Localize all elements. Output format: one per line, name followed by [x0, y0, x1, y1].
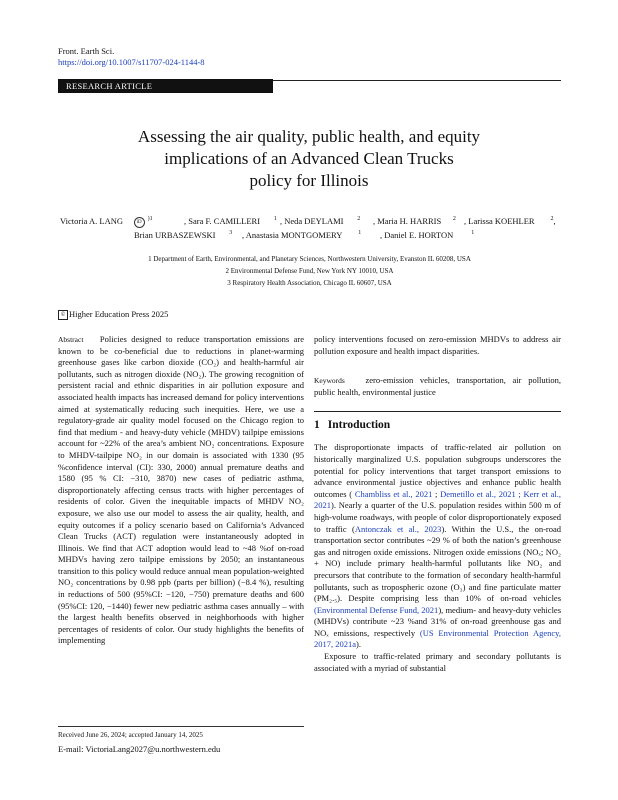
keywords-label: Keywords [314, 376, 345, 386]
intro-paragraph-1: The disproportionate impacts of traffic-related air pollution on historically marginalized U.S. population subgroups underscores the potential for policy interventions that target transport emissions to advance environmental justice objectives and enhance public health outcomes ( Chambliss et al., 2021 ; Demetillo et al., 2021 ; Kerr et al., 2021). Nearly a quarter of the U.S. population resides within 500 m of high-volume roadways, with people of color disproportionately exposed to traffic (Antonczak et al., 2023). Within the U.S., the on-road transportation sector contributes ~29 % of both the nation’s greenhouse gas and nitrogen oxide emissions. Nitrogen oxide emissions (NOₓ; NO₂ + NO) include primary health-harmful pollutants like NO₂ and precursors that contribute to the formation of secondary health-harmful pollutants, such as tropospheric ozone (O₃) and fine particulate matter (PM₂.₅). Despite comprising less than 10% of on-road vehicles (Environmental Defense Fund, 2021), medium- and heavy-duty vehicles (MHDVs) contribute ~23 %and 31% of on-road greenhouse gas and NOₓ emissions, respectively (US Environmental Protection Agency, 2017, 2021a). [314, 442, 562, 650]
citation-link[interactable]: Antonczak et al., 2023 [354, 523, 442, 534]
journal-header [58, 46, 205, 68]
abstract-continuation: policy interventions focused on zero-emission MHDVs to address air pollution exposure and health impact disparities. [314, 334, 562, 356]
doi-link[interactable]: https://doi.org/10.1007/s11707-024-1144-8 [58, 57, 205, 67]
author-8: , Daniel E. HORTON $^1$ [380, 230, 475, 240]
author-3: , Neda DEYLAMI $^2$ [280, 216, 361, 226]
affiliation-1: 1 Department of Earth, Environmental, and Planetary Sciences, Northwestern University, Evanston IL 60208, USA [148, 255, 471, 263]
author-7: , Anastasia MONTGOMERY $^1$ [242, 230, 362, 240]
author-5: , Larissa KOEHLER $^2$, [464, 216, 556, 226]
abstract-paragraph: Abstract Policies designed to reduce transportation emissions are known to be co-beneficial due to reductions in planet-warming greenhouse gases like carbon dioxide (CO₂) and health-harmful air pollutants, such as nitrogen dioxide (NO₂). The growing recognition of persistent racial and ethnic disparities in air pollution exposure and associated health impacts has increased demand for policy interventions aimed at systematically reducing such inequities. Here, we use a regulatory-grade air quality model focused on the Chicago region to find that medium - and heavy-duty vehicle (MHDV) tailpipe emissions account for ~22% of the area’s ambient NO₂ concentrations. Exposure to MHDV-tailpipe NO₂ in our domain is associated with 1330 (95 %confidence interval (CI): 330, 2000) annual premature deaths and 1580 (95 % CI: −310, 3870) new cases of pediatric asthma, disproportionately affecting census tracts with higher percentages of residents of color. Given the inequitable impacts of MHDV NO₂ exposure, we also use our model to assess the air quality, health, and equity outcomes if a policy scenario based on California’s Advanced Clean Trucks (ACT) regulation were instantaneously adopted in Illinois. We find that ACT adoption would lead to ~48 %of on-road MHDVs having zero tailpipe emissions by 2050; an instantaneous transition to this policy would reduce annual mean population-weighted NO₂ concentrations by 0.98 ppb (parts per billion) (−8.4 %), resulting in reductions of 500 (95%CI: −120, −750) premature deaths and 600 (95%CI: 120, −1440) fewer new pediatric asthma cases annually – with the largest health benefits observed in neighborhoods with higher percentages of residents of color. Our study highlights the benefits of implementing [58, 334, 305, 646]
citation-link[interactable]: Demetillo et al., [440, 488, 497, 499]
received-dates: Received June 26, 2024; accepted January 14, 2025 [58, 726, 304, 740]
copyright-icon: © [58, 310, 68, 320]
copyright-line: © Higher Education Press 2025 [58, 308, 168, 320]
article-title: Assessing the air quality, public health, and equity implications of an Advanced Clean Trucks policy for Illinois [137, 127, 481, 190]
orcid-icon[interactable]: iD [134, 217, 145, 228]
intro-paragraph-2: Exposure to traffic-related primary and secondary pollutants is associated with a myriad of substantial [314, 651, 561, 673]
author-6: Brian URBASZEWSKI $^3$ [134, 230, 233, 240]
keywords: Keywords zero-emission vehicles, transportation, air pollution, public health, environmental justice [314, 375, 562, 397]
author-2: , Sara F. CAMILLERI $^1$ [184, 216, 277, 226]
abstract-label: Abstract [58, 335, 84, 344]
author-1: Victoria A. LANG $iD^{)1}$ [60, 216, 153, 226]
article-type-bar: RESEARCH ARTICLE [58, 79, 273, 93]
citation-link[interactable]: Kerr et al., 2021 [314, 488, 561, 511]
journal-name: Front. Earth Sci. [58, 46, 115, 56]
author-email: E-mail: VictoriaLang2027@u.northwestern.edu [58, 744, 221, 754]
right-column [314, 334, 561, 674]
affiliations [58, 253, 561, 289]
section-rule [314, 411, 561, 412]
citation-link[interactable]: (Environmental Defense Fund, 2021 [314, 604, 439, 615]
citation-link[interactable]: 2017, 2021a [314, 639, 357, 650]
affiliation-3: 3 Respiratory Health Association, Chicago IL 60607, USA [227, 279, 392, 287]
abstract-column [58, 334, 304, 647]
section-heading-introduction: 1 Introduction [314, 419, 391, 432]
author-4: , Maria H. HARRIS $^2$ [373, 216, 456, 226]
citation-link[interactable]: Chambliss et al., 2021 [354, 488, 433, 499]
affiliation-2: 2 Environmental Defense Fund, New York NY 10010, USA [225, 267, 394, 275]
citation-link[interactable]: 2021 ; [498, 488, 521, 499]
citation-link[interactable]: (US Environmental Protection Agency, [419, 627, 562, 638]
